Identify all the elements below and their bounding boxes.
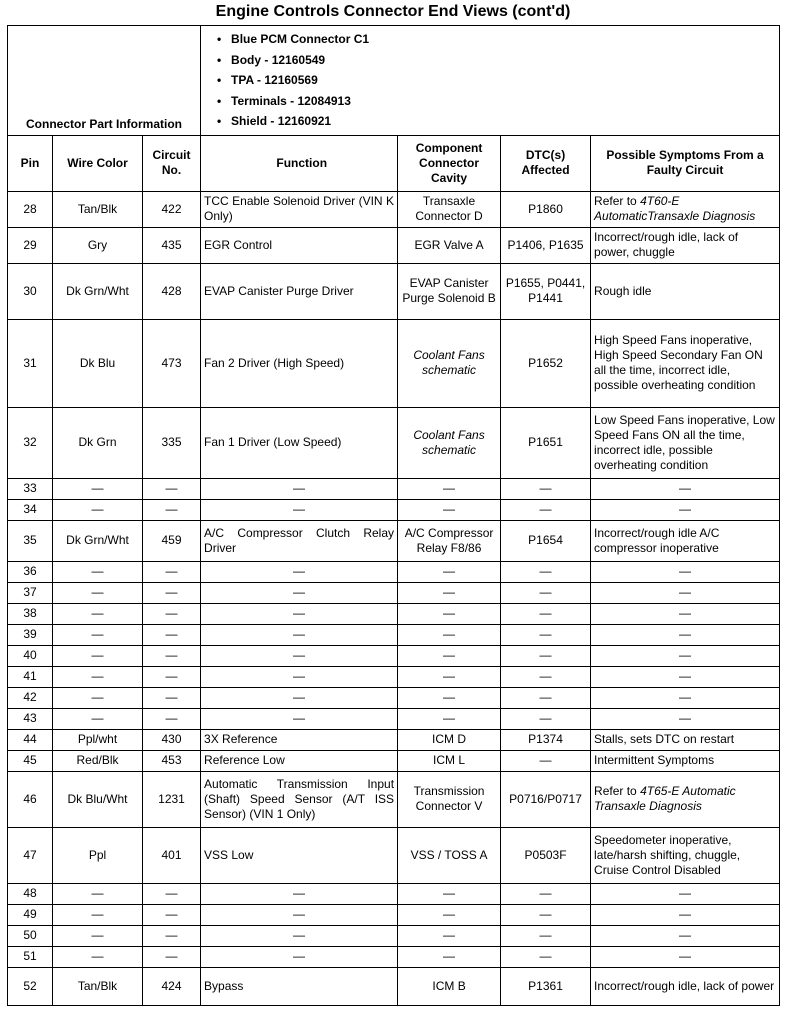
table-row: [8, 520, 780, 561]
circuit-cell: —: [143, 478, 201, 499]
circuit-cell: 424: [143, 967, 201, 1005]
function-cell: —: [201, 925, 398, 946]
wire-color-cell: —: [53, 925, 143, 946]
cavity-cell: VSS / TOSS A: [398, 827, 501, 883]
circuit-cell: 401: [143, 827, 201, 883]
circuit-cell: 435: [143, 227, 201, 263]
function-cell: Fan 1 Driver (Low Speed): [201, 407, 398, 478]
dtc-cell: P1406, P1635: [501, 227, 591, 263]
col-function: Function: [201, 135, 398, 191]
dtc-cell: —: [501, 478, 591, 499]
pin-cell: 28: [8, 191, 53, 227]
dtc-cell: P1654: [501, 520, 591, 561]
wire-color-cell: —: [53, 478, 143, 499]
circuit-cell: 422: [143, 191, 201, 227]
wire-color-cell: —: [53, 883, 143, 904]
table-row: [8, 771, 780, 827]
wire-color-cell: Tan/Blk: [53, 191, 143, 227]
cavity-cell: Coolant Fans schematic: [398, 407, 501, 478]
dtc-cell: —: [501, 708, 591, 729]
dtc-cell: —: [501, 666, 591, 687]
symptoms-cell: Refer to 4T60-E AutomaticTransaxle Diagnosis: [591, 191, 780, 227]
table-row: [8, 263, 780, 319]
function-cell: —: [201, 645, 398, 666]
dtc-cell: —: [501, 603, 591, 624]
circuit-cell: 453: [143, 750, 201, 771]
dtc-cell: P1655, P0441, P1441: [501, 263, 591, 319]
dtc-cell: —: [501, 750, 591, 771]
pin-cell: 41: [8, 666, 53, 687]
circuit-cell: 428: [143, 263, 201, 319]
wire-color-cell: —: [53, 666, 143, 687]
function-cell: —: [201, 666, 398, 687]
cavity-cell: Coolant Fans schematic: [398, 319, 501, 407]
dtc-cell: —: [501, 582, 591, 603]
dtc-cell: P0503F: [501, 827, 591, 883]
table-row: [8, 499, 780, 520]
table-row: [8, 645, 780, 666]
cavity-cell: Transmission Connector V: [398, 771, 501, 827]
pin-cell: 33: [8, 478, 53, 499]
symptoms-cell: —: [591, 946, 780, 967]
cavity-cell: —: [398, 603, 501, 624]
pin-cell: 46: [8, 771, 53, 827]
circuit-cell: —: [143, 624, 201, 645]
symptoms-cell: —: [591, 687, 780, 708]
function-cell: —: [201, 904, 398, 925]
pin-cell: 52: [8, 967, 53, 1005]
symptoms-cell: Incorrect/rough idle, lack of power: [591, 967, 780, 1005]
cavity-cell: EGR Valve A: [398, 227, 501, 263]
wire-color-cell: Ppl: [53, 827, 143, 883]
symptoms-cell: —: [591, 666, 780, 687]
circuit-cell: 473: [143, 319, 201, 407]
function-cell: EGR Control: [201, 227, 398, 263]
wire-color-cell: Dk Grn: [53, 407, 143, 478]
cavity-cell: EVAP Canister Purge Solenoid B: [398, 263, 501, 319]
pin-cell: 51: [8, 946, 53, 967]
pin-cell: 49: [8, 904, 53, 925]
function-cell: —: [201, 478, 398, 499]
table-row: [8, 407, 780, 478]
wire-color-cell: Gry: [53, 227, 143, 263]
pin-cell: 48: [8, 883, 53, 904]
symptoms-cell: —: [591, 561, 780, 582]
col-pin: Pin: [8, 135, 53, 191]
wire-color-cell: —: [53, 904, 143, 925]
cavity-cell: —: [398, 666, 501, 687]
connector-info-item: • Body - 12160549: [231, 50, 773, 71]
cavity-cell: —: [398, 925, 501, 946]
col-cavity: Component Connector Cavity: [398, 135, 501, 191]
function-cell: —: [201, 624, 398, 645]
pin-cell: 45: [8, 750, 53, 771]
pin-cell: 29: [8, 227, 53, 263]
cavity-cell: ICM B: [398, 967, 501, 1005]
cavity-cell: —: [398, 624, 501, 645]
col-symptoms: Possible Symptoms From a Faulty Circuit: [591, 135, 780, 191]
table-row: [8, 319, 780, 407]
table-row: [8, 883, 780, 904]
symptoms-cell: —: [591, 499, 780, 520]
function-cell: —: [201, 883, 398, 904]
dtc-cell: P1374: [501, 729, 591, 750]
wire-color-cell: —: [53, 499, 143, 520]
dtc-cell: —: [501, 624, 591, 645]
table-row: [8, 603, 780, 624]
dtc-cell: —: [501, 561, 591, 582]
wire-color-cell: Red/Blk: [53, 750, 143, 771]
cavity-cell: —: [398, 883, 501, 904]
function-cell: TCC Enable Solenoid Driver (VIN K Only): [201, 191, 398, 227]
table-row: [8, 827, 780, 883]
col-circuit: Circuit No.: [143, 135, 201, 191]
symptoms-cell: —: [591, 883, 780, 904]
dtc-cell: —: [501, 946, 591, 967]
wire-color-cell: Tan/Blk: [53, 967, 143, 1005]
symptoms-cell: Incorrect/rough idle, lack of power, chuggle: [591, 227, 780, 263]
function-cell: Fan 2 Driver (High Speed): [201, 319, 398, 407]
wire-color-cell: Dk Grn/Wht: [53, 263, 143, 319]
circuit-cell: —: [143, 708, 201, 729]
symptoms-cell: High Speed Fans inoperative, High Speed Secondary Fan ON all the time, incorrect idle, possible overheating condition: [591, 319, 780, 407]
table-row: [8, 191, 780, 227]
symptoms-cell: Speedometer inoperative, late/harsh shifting, chuggle, Cruise Control Disabled: [591, 827, 780, 883]
cavity-cell: —: [398, 582, 501, 603]
function-cell: —: [201, 561, 398, 582]
cavity-cell: —: [398, 946, 501, 967]
function-cell: —: [201, 946, 398, 967]
wire-color-cell: —: [53, 708, 143, 729]
circuit-cell: 1231: [143, 771, 201, 827]
cavity-cell: —: [398, 708, 501, 729]
function-cell: EVAP Canister Purge Driver: [201, 263, 398, 319]
pin-cell: 43: [8, 708, 53, 729]
pin-cell: 47: [8, 827, 53, 883]
function-cell: VSS Low: [201, 827, 398, 883]
circuit-cell: —: [143, 603, 201, 624]
table-row: [8, 729, 780, 750]
function-cell: Reference Low: [201, 750, 398, 771]
dtc-cell: —: [501, 883, 591, 904]
dtc-cell: P1651: [501, 407, 591, 478]
table-row: [8, 904, 780, 925]
page-title: Engine Controls Connector End Views (cont'd): [215, 3, 571, 20]
pin-cell: 32: [8, 407, 53, 478]
wire-color-cell: Dk Grn/Wht: [53, 520, 143, 561]
pin-cell: 34: [8, 499, 53, 520]
dtc-cell: P1361: [501, 967, 591, 1005]
circuit-cell: 430: [143, 729, 201, 750]
cavity-cell: —: [398, 499, 501, 520]
table-row: [8, 582, 780, 603]
symptoms-cell: Intermittent Symptoms: [591, 750, 780, 771]
symptoms-cell: Low Speed Fans inoperative, Low Speed Fans ON all the time, incorrect idle, possible overheating condition: [591, 407, 780, 478]
col-dtc: DTC(s) Affected: [501, 135, 591, 191]
connector-info-item: • Shield - 12160921: [231, 111, 773, 132]
function-cell: Automatic Transmission Input (Shaft) Speed Sensor (A/T ISS Sensor) (VIN 1 Only): [201, 771, 398, 827]
wire-color-cell: —: [53, 582, 143, 603]
circuit-cell: —: [143, 582, 201, 603]
wire-color-cell: —: [53, 603, 143, 624]
wire-color-cell: —: [53, 687, 143, 708]
table-row: [8, 561, 780, 582]
table-row: [8, 946, 780, 967]
circuit-cell: 459: [143, 520, 201, 561]
connector-info-list: [201, 26, 780, 136]
symptoms-cell: Incorrect/rough idle A/C compressor inoperative: [591, 520, 780, 561]
circuit-cell: —: [143, 666, 201, 687]
pin-cell: 31: [8, 319, 53, 407]
symptoms-cell: Stalls, sets DTC on restart: [591, 729, 780, 750]
function-cell: —: [201, 499, 398, 520]
table-row: [8, 666, 780, 687]
circuit-cell: —: [143, 687, 201, 708]
symptoms-cell: —: [591, 603, 780, 624]
pin-cell: 38: [8, 603, 53, 624]
function-cell: A/C Compressor Clutch Relay Driver: [201, 520, 398, 561]
pin-cell: 37: [8, 582, 53, 603]
table-row: [8, 687, 780, 708]
connector-info-item: • Blue PCM Connector C1: [231, 29, 773, 50]
connector-info-row: [8, 26, 780, 136]
circuit-cell: —: [143, 499, 201, 520]
dtc-cell: P1652: [501, 319, 591, 407]
connector-info-label: Connector Part Information: [8, 26, 201, 136]
wire-color-cell: Dk Blu/Wht: [53, 771, 143, 827]
table-row: [8, 478, 780, 499]
symptoms-cell: —: [591, 478, 780, 499]
pin-cell: 39: [8, 624, 53, 645]
cavity-cell: —: [398, 687, 501, 708]
cavity-cell: A/C Compressor Relay F8/86: [398, 520, 501, 561]
table-row: [8, 925, 780, 946]
table-row: [8, 967, 780, 1005]
cavity-cell: ICM L: [398, 750, 501, 771]
column-header-row: [8, 135, 780, 191]
pin-cell: 36: [8, 561, 53, 582]
circuit-cell: —: [143, 645, 201, 666]
col-wire-color: Wire Color: [53, 135, 143, 191]
dtc-cell: P1860: [501, 191, 591, 227]
pin-cell: 30: [8, 263, 53, 319]
pin-cell: 42: [8, 687, 53, 708]
function-cell: —: [201, 708, 398, 729]
wire-color-cell: —: [53, 561, 143, 582]
table-row: [8, 708, 780, 729]
table-row: [8, 227, 780, 263]
circuit-cell: —: [143, 883, 201, 904]
cavity-cell: —: [398, 561, 501, 582]
dtc-cell: —: [501, 499, 591, 520]
pin-cell: 44: [8, 729, 53, 750]
dtc-cell: —: [501, 687, 591, 708]
symptoms-cell: —: [591, 645, 780, 666]
wire-color-cell: Dk Blu: [53, 319, 143, 407]
cavity-cell: —: [398, 904, 501, 925]
symptoms-cell: —: [591, 708, 780, 729]
circuit-cell: 335: [143, 407, 201, 478]
connector-table: [7, 25, 780, 1006]
function-cell: —: [201, 582, 398, 603]
symptoms-cell: Rough idle: [591, 263, 780, 319]
cavity-cell: —: [398, 645, 501, 666]
cavity-cell: ICM D: [398, 729, 501, 750]
circuit-cell: —: [143, 561, 201, 582]
table-row: [8, 750, 780, 771]
dtc-cell: —: [501, 645, 591, 666]
function-cell: Bypass: [201, 967, 398, 1005]
wire-color-cell: Ppl/wht: [53, 729, 143, 750]
wire-color-cell: —: [53, 645, 143, 666]
symptoms-cell: —: [591, 925, 780, 946]
connector-info-item: • Terminals - 12084913: [231, 91, 773, 112]
symptoms-cell: —: [591, 904, 780, 925]
pin-cell: 40: [8, 645, 53, 666]
wire-color-cell: —: [53, 946, 143, 967]
pin-cell: 50: [8, 925, 53, 946]
symptoms-cell: —: [591, 624, 780, 645]
dtc-cell: —: [501, 925, 591, 946]
circuit-cell: —: [143, 904, 201, 925]
dtc-cell: P0716/P0717: [501, 771, 591, 827]
function-cell: —: [201, 603, 398, 624]
symptoms-cell: Refer to 4T65-E Automatic Transaxle Diagnosis: [591, 771, 780, 827]
cavity-cell: —: [398, 478, 501, 499]
function-cell: —: [201, 687, 398, 708]
cavity-cell: Transaxle Connector D: [398, 191, 501, 227]
wire-color-cell: —: [53, 624, 143, 645]
pin-cell: 35: [8, 520, 53, 561]
circuit-cell: —: [143, 925, 201, 946]
function-cell: 3X Reference: [201, 729, 398, 750]
circuit-cell: —: [143, 946, 201, 967]
connector-info-item: • TPA - 12160569: [231, 70, 773, 91]
symptoms-cell: —: [591, 582, 780, 603]
dtc-cell: —: [501, 904, 591, 925]
table-row: [8, 624, 780, 645]
